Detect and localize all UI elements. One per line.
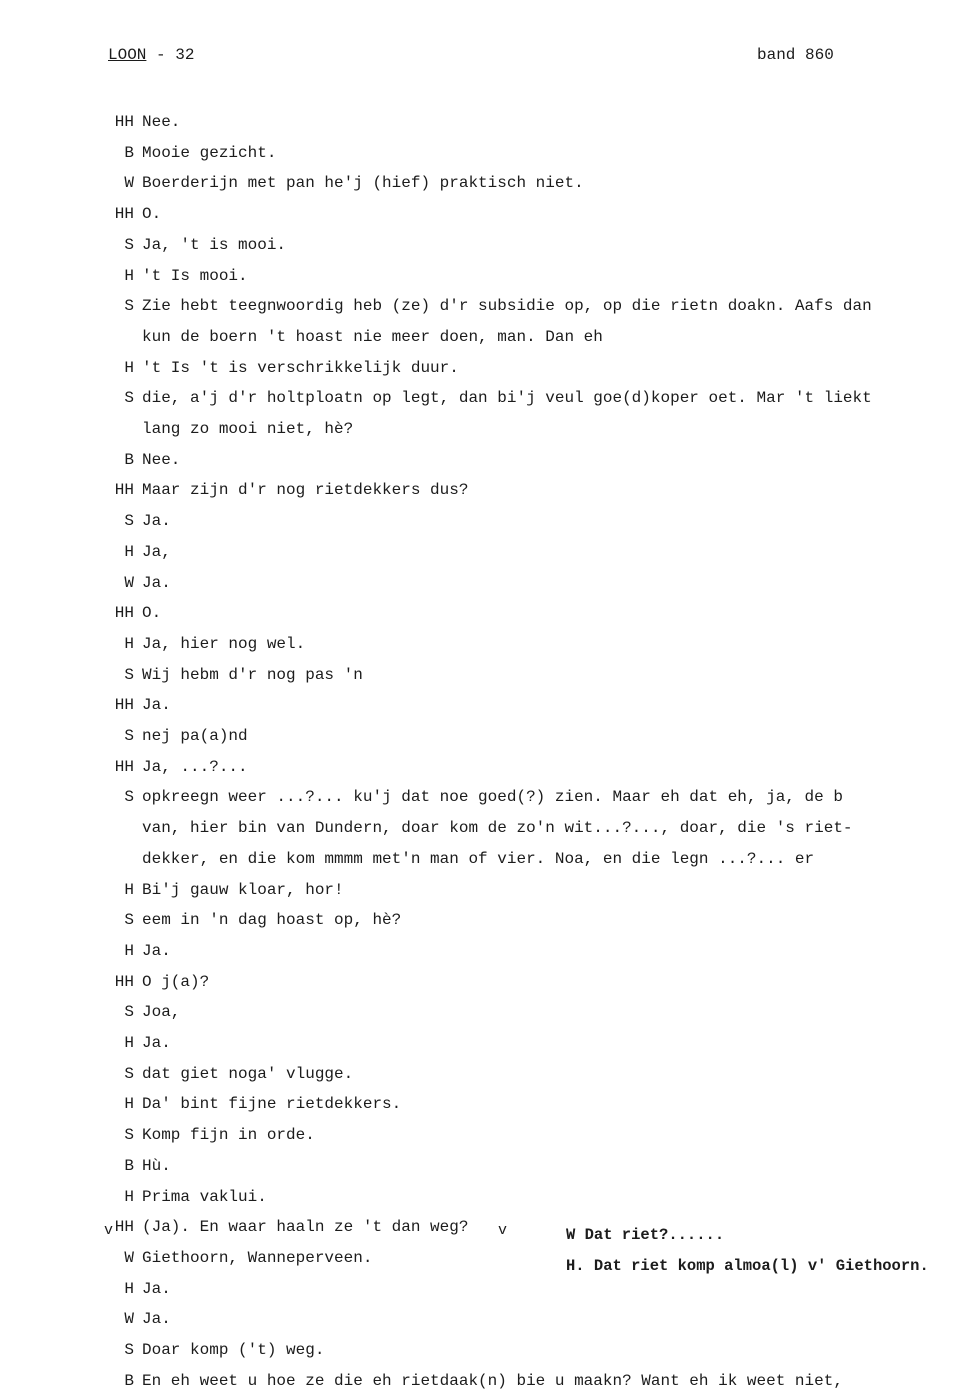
utterance-text: opkreegn weer ...?... ku'j dat noe goed(?) zien. Maar eh dat eh, ja, de b (142, 788, 843, 807)
utterance-text: die, a'j d'r holtploatn op legt, dan bi'j veul goe(d)koper oet. Mar 't liekt (142, 389, 872, 408)
transcript-line (100, 1094, 401, 1114)
transcript-line (100, 112, 180, 132)
transcript-line (142, 419, 353, 439)
transcript-line (100, 1371, 843, 1391)
utterance-text: Maar zijn d'r nog rietdekkers dus? (142, 481, 469, 500)
speaker-label: HH (114, 1218, 134, 1237)
speaker-label: B (124, 1156, 134, 1175)
speaker-label: HH (114, 604, 134, 623)
transcript-line (100, 880, 344, 900)
utterance-text: Hù. (142, 1156, 171, 1175)
header-page-number: - 32 (156, 46, 195, 64)
speaker-label: S (124, 389, 134, 408)
transcript-line (100, 634, 305, 654)
speaker-label: H (124, 1187, 134, 1206)
utterance-text: Nee. (142, 113, 181, 131)
transcript-line (100, 450, 180, 470)
utterance-text: O j(a)? (142, 972, 210, 991)
speaker-label: B (124, 1371, 134, 1390)
utterance-text: En eh weet u hoe ze die eh rietdaak(n) bie u maakn? Want eh ik weet niet, (142, 1371, 843, 1390)
utterance-text: Doar komp ('t) weg. (142, 1341, 325, 1359)
speaker-label: S (124, 512, 134, 531)
speaker-label: H (124, 941, 134, 960)
margin-check-mark-right: v (498, 1222, 508, 1239)
transcript-line (100, 910, 401, 930)
speaker-label: S (124, 727, 134, 745)
utterance-text: Ja. (142, 512, 171, 531)
transcript-line (100, 1187, 267, 1207)
transcript-line (100, 941, 171, 961)
speaker-label: HH (114, 696, 134, 715)
speaker-label: H (124, 542, 134, 561)
utterance-text: Ja. (142, 696, 171, 715)
utterance-text: lang zo mooi niet, hè? (142, 420, 354, 438)
utterance-text: O. (142, 604, 162, 623)
transcript-line (100, 757, 248, 777)
transcript-line (100, 726, 248, 746)
transcript-line (100, 1217, 468, 1237)
transcript-line (100, 1279, 171, 1299)
speaker-label: HH (114, 972, 134, 991)
utterance-text: Nee. (142, 450, 181, 469)
transcript-line (142, 327, 603, 347)
speaker-label: H (124, 1279, 134, 1298)
transcript-line (100, 1309, 171, 1329)
utterance-text: Ja, hier nog wel. (142, 634, 306, 653)
transcript-line (100, 573, 171, 593)
utterance-text: (Ja). En waar haaln ze 't dan weg? (142, 1218, 469, 1237)
transcript-line (100, 1248, 372, 1268)
utterance-text: O. (142, 205, 162, 224)
header-title: LOON (108, 46, 147, 64)
side-note-line-2: H. Dat riet komp almoa(l) v' Giethoorn. (566, 1257, 929, 1275)
speaker-label: HH (114, 113, 134, 131)
transcript-line (100, 511, 171, 531)
speaker-label: S (124, 1064, 134, 1083)
utterance-text: 't Is mooi. (142, 266, 248, 285)
speaker-label: S (124, 1003, 134, 1022)
speaker-label: W (124, 1248, 134, 1267)
utterance-text: Joa, (142, 1003, 181, 1022)
utterance-text: Ja. (142, 941, 171, 960)
utterance-text: van, hier bin van Dundern, doar kom de zo'n wit...?..., doar, die 's riet- (142, 819, 853, 838)
transcript-line (100, 1125, 315, 1145)
speaker-label: S (124, 788, 134, 807)
transcript-line (100, 204, 161, 224)
utterance-text: Prima vaklui. (142, 1187, 267, 1206)
utterance-text: eem in 'n dag hoast op, hè? (142, 911, 402, 930)
header-left (108, 46, 194, 64)
utterance-text: dat giet noga' vlugge. (142, 1064, 354, 1083)
utterance-text: nej pa(a)nd (142, 727, 248, 745)
speaker-label: H (124, 358, 134, 377)
utterance-text: Bi'j gauw kloar, hor! (142, 880, 344, 899)
transcript-line (100, 542, 171, 562)
transcript-line (100, 1064, 353, 1084)
speaker-label: S (124, 1126, 134, 1145)
utterance-text: Boerderijn met pan he'j (hief) praktisch niet. (142, 174, 584, 193)
speaker-label: H (124, 880, 134, 899)
utterance-text: Ja. (142, 1310, 171, 1329)
speaker-label: S (124, 665, 134, 684)
utterance-text: dekker, en die kom mmmm met'n man of vier. Noa, en die legn ...?... er (142, 849, 815, 868)
transcript-line (100, 972, 209, 992)
speaker-label: HH (114, 757, 134, 776)
speaker-label: H (124, 1034, 134, 1052)
utterance-text: 't Is 't is verschrikkelijk duur. (142, 358, 459, 377)
utterance-text: Zie hebt teegnwoordig heb (ze) d'r subsidie op, op die rietn doakn. Aafs dan (142, 297, 872, 316)
utterance-text: Da' bint fijne rietdekkers. (142, 1095, 402, 1114)
speaker-label: W (124, 573, 134, 592)
utterance-text: Ja, ...?... (142, 757, 248, 776)
header-tape-number: band 860 (757, 46, 834, 64)
utterance-text: Mooie gezicht. (142, 143, 277, 162)
speaker-label: B (124, 450, 134, 469)
transcript-line (142, 818, 853, 838)
transcript-line (100, 665, 363, 685)
transcript-line (100, 1033, 171, 1053)
speaker-label: S (124, 1341, 134, 1359)
transcript-line (100, 1340, 324, 1360)
utterance-text: Giethoorn, Wanneperveen. (142, 1248, 373, 1267)
speaker-label: HH (114, 205, 134, 224)
speaker-label: HH (114, 481, 134, 500)
transcript-line (100, 787, 843, 807)
utterance-text: Ja. (142, 573, 171, 592)
transcript-line (100, 1002, 180, 1022)
speaker-label: B (124, 143, 134, 162)
transcript-line (100, 480, 468, 500)
transcript-line (100, 235, 286, 255)
speaker-label: W (124, 1310, 134, 1329)
transcript-line (100, 695, 171, 715)
utterance-text: Ja, 't is mooi. (142, 235, 287, 254)
utterance-text: Ja. (142, 1034, 171, 1052)
speaker-label: H (124, 634, 134, 653)
speaker-label: H (124, 1095, 134, 1114)
transcript-line (100, 143, 276, 163)
utterance-text: kun de boern 't hoast nie meer doen, man. Dan eh (142, 327, 603, 346)
utterance-text: Wij hebm d'r nog pas 'n (142, 665, 363, 684)
utterance-text: Ja. (142, 1279, 171, 1298)
speaker-label: H (124, 266, 134, 285)
transcript-line (100, 388, 872, 408)
side-note-line-1: W Dat riet?...... (566, 1226, 725, 1244)
utterance-text: Komp fijn in orde. (142, 1126, 315, 1145)
speaker-label: S (124, 235, 134, 254)
transcript-line (100, 173, 584, 193)
transcript-line (100, 603, 161, 623)
speaker-label: S (124, 297, 134, 316)
transcript-line (100, 266, 248, 286)
utterance-text: Ja, (142, 542, 171, 561)
transcript-line (100, 358, 459, 378)
speaker-label: W (124, 174, 134, 193)
transcript-line (100, 296, 872, 316)
speaker-label: S (124, 911, 134, 930)
margin-check-mark-left: v (104, 1222, 114, 1239)
transcript-line (142, 849, 814, 869)
transcript-line (100, 1156, 171, 1176)
